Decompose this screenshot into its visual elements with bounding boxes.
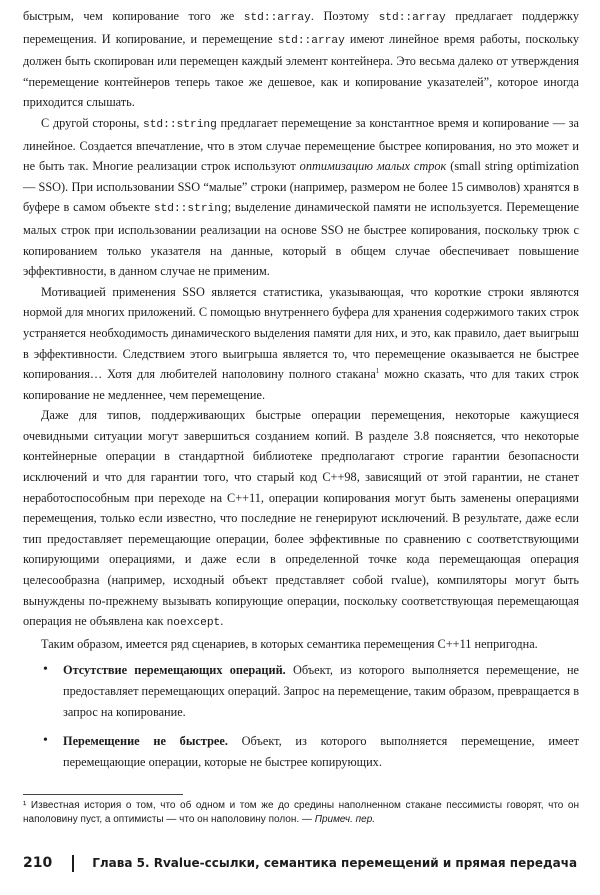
- paragraph-1: быстрым, чем копирование того же std::array. Поэтому std::array предлагает поддержку перемещения. И копирование, и перемещение std::array имеют линейное время работы, поскольку должен быть скопирован или перемещен каждый элемент контейнера. Это весьма далеко от утверждения “перемещение контейнеров теперь такое же дешевое, как и копирование указателей”, которое иногда приходится слышать.: [23, 9, 579, 110]
- page-number: 210: [23, 855, 53, 871]
- bullet-title: Перемещение не быстрее.: [63, 734, 228, 749]
- code-term: std::array: [277, 34, 345, 47]
- code-term: std::string: [142, 118, 217, 131]
- footnote: [23, 799, 579, 827]
- code-term: std::string: [153, 203, 228, 216]
- code-term: noexcept: [166, 617, 221, 630]
- footnote-ref: 1: [375, 367, 380, 375]
- bullet-marker: •: [43, 662, 48, 678]
- page-footer: [23, 853, 579, 873]
- footnote-text: Известная история о том, что об одном и том же до средины наполненном стакане пессимисты говорят, что он наполовину пуст, а оптимисты — что он наполовину полон. —: [23, 800, 580, 825]
- code-term: std::array: [378, 12, 446, 24]
- paragraph-5: Таким образом, имеется ряд сценариев, в которых семантика перемещения C++11 непригодна.: [41, 636, 538, 651]
- bullet-title: Отсутствие перемещающих операций.: [63, 663, 286, 678]
- bullet-list: [23, 660, 579, 772]
- paragraph-3: Мотивацией применения SSO является статистика, указывающая, что короткие строки являются нормой для многих приложений. С помощью внутреннего буфера для хранения содержимого таких строк устраняется необходимость динамического выделения памяти для них, и это, как правило, дает выигрыш в эффективности. Следствием этого выигрыша является то, что перемещение оказывается не быстрее копирования… Хотя для любителей наполовину полного стакана$^1$ можно сказать, что для таких строк копирование не медленнее, чем перемещение.: [23, 284, 579, 402]
- chapter-title: Глава 5. Rvalue-ссылки, семантика перемещений и прямая передача: [92, 856, 578, 870]
- footnote-mark: ¹: [23, 800, 27, 811]
- footer-separator: [72, 855, 74, 872]
- bullet-text: Объект, из которого выполняется перемещение, не предоставляет перемещающих операций. Запрос на перемещение, таким образом, превращается в запрос на копирование.: [63, 663, 579, 719]
- code-term: std::array: [243, 12, 311, 24]
- paragraph-4: Даже для типов, поддерживающих быстрые операции перемещения, некоторые кажущиеся очевидными ситуации могут завершиться созданием копий. В разделе 3.8 поясняется, что некоторые контейнерные операции в стандартной библиотеке предполагают строгие гарантии безопасности исключений и что для гарантии того, что старый код C++98, зависящий от этой гарантии, не станет неработоспособным при переходе на C++11, операции копирования могут быть заменены операциями перемещения, только если известно, что последние не генерируют исключений. В результате, даже если тип предоставляет перемещающие операции, более эффективные по сравнению с соответствующими копирующими операциями, и даже если в определенной точке кода перемещающая операция целесообразна (например, исходный объект представляет собой rvalue), компиляторы могут быть вынуждены по-прежнему вызывать копирующие операции, поскольку соответствующая перемещающая операция не объявлена как noexcept.: [23, 408, 579, 630]
- emphasis-term: оптимизацию малых строк: [299, 159, 447, 174]
- body-text: [23, 6, 579, 781]
- bullet-item-no-move-ops: [23, 660, 579, 722]
- bullet-marker: •: [43, 733, 48, 749]
- paragraph-2: С другой стороны, std::string предлагает перемещение за константное время и копирование — за линейное. Создается впечатление, что в этом случае перемещение быстрее копирования, но это может и не быть так. Многие реализации строк используют оптимизацию малых строк (small string optimization — SSO). При использовании SSO “малые” строки (например, размером не более 15 символов) хранятся в буфере в самом объекте std::string; выделение динамической памяти не используется. Перемещение малых строк при использовании реализации на основе SSO не быстрее копирования, поскольку трюк с копированием только указателя на данные, который в общем случае обеспечивает повышение эффективности, в данном случае не применим.: [23, 115, 580, 279]
- bullet-item-move-not-faster: [23, 731, 579, 772]
- bullet-text: Объект, из которого выполняется перемещение, имеет перемещающие операции, которые не быстрее копирующих.: [63, 734, 580, 769]
- footnote-divider: [23, 794, 183, 795]
- footnote-translator-note: Примеч. пер.: [314, 814, 376, 825]
